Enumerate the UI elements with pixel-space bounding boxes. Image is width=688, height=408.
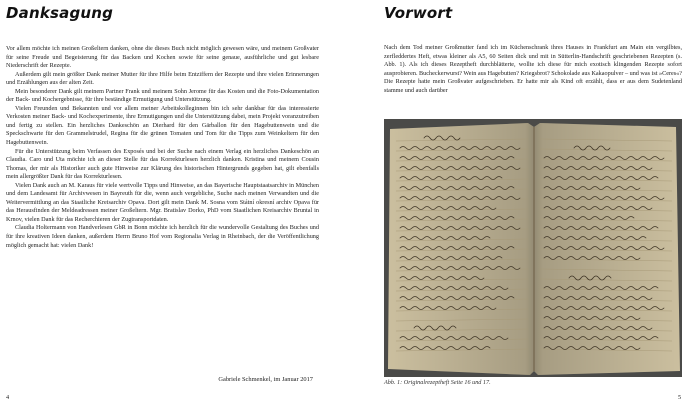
page-heading-vorwort: Vorwort <box>384 4 453 22</box>
paragraph: Nach dem Tod meiner Großmutter fand ich im Küchenschrank ihres Hauses in Frankfurt am Main ein vergilbtes, zerfleddertes Heft, etwas kleiner als A5, 60 Seiten dick und mit in Sütterlin-Handschrift geschriebenen Rezepten (s. Abb. 1). Als ich dieses Rezeptheft durchblätterte, wollte ich diese für mich exotisch klingenden Rezepte sofort ausprobieren. Bucheckerwurst? Wein aus Hagebutten? Kriegsbrot? Schokolade aus Kakaopulver – und was ist »Ceres«? Die Rezepte hatte mein Großvater aufgeschrieben. Er hatte mir als Kind oft erzählt, dass er aus dem Sudetenland stamme und auch darüber <box>384 44 683 94</box>
paragraph: Vor allem möchte ich meinen Großeltern danken, ohne die dieses Buch nicht möglich gewesen wäre, und meinem Großvater für seine Freude und Begeisterung für das Backen und Kochen sowie für seine genaue, ausführliche und gut lesbare Niederschrift der Rezepte. <box>6 45 319 70</box>
signature: Gabriele Schmenkel, im Januar 2017 <box>218 376 313 383</box>
paragraph: Claudia Holtermann von Handverlesen GbR in Bonn möchte ich herzlich für die wundervolle Gestaltung des Buches und für ihre kreativen Ideen danken, außerdem Herrn Bruno Hof vom Regionalia Verlag in Rheinbach, der die Veröffentlichung möglich gemacht hat: vielen Dank! <box>6 224 319 249</box>
paragraph: Vielen Freunden und Bekannten und vor allem meiner Arbeitskolleginnen bin ich sehr dankbar für das interessierte Verkosten meiner Back- und Kochexperimente, ihre Ermutigungen und die Unterstützung dabei, mein Projekt voranzutreiben und fertig zu stellen. Ein herzliches Dankeschön an Dierhard für den Gärballon für den Hagebuttenwein und die Speckschwarte für den Grammelstrudel, Regina für die grünen Tomaten und Tom für die Tipps zum Weinkeltern für den Hagebuttenwein. <box>6 104 319 147</box>
vorwort-text <box>384 44 682 95</box>
recipe-notebook-photo <box>384 119 682 377</box>
page-number-right: 5 <box>678 394 682 401</box>
paragraph: Für die Unterstützung beim Verfassen des Exposés und bei der Suche nach einem Verlag ein herzliches Dankeschön an Claudia. Caro und Uta möchte ich an dieser Stelle für das Korrekturlesen herzlich danken. Kristina und meinem Cousin Thomas, der mir als Historiker auch gute Hinweise zur Klärung des historischen Hintergrunds gegeben hat, gilt ebenfalls mein allergrößter Dank für das Korrekturlesen. <box>6 147 319 181</box>
photo-caption: Abb. 1: Originalrezeptheft Seite 16 und 17. <box>384 379 491 386</box>
paragraph: Außerdem gilt mein größter Dank meiner Mutter für ihre Hilfe beim Entziffern der Rezepte und ihre vielen Erinnerungen und Erzählungen aus der alten Zeit. <box>6 70 319 87</box>
page-heading-danksagung: Danksagung <box>6 4 114 22</box>
paragraph: Vielen Dank auch an M. Karaus für viele wertvolle Tipps und Hinweise, an das Bayerische Hauptstaatsarchiv in München und dem Landesamt für Archivwesen in Bayreuth für die, wenn auch vergebliche, Suche nach meinen Verwandten und die Weitervermittlung an das Staatliche Kreisarchiv Opava. Dort gilt mein Dank M. Sosna vom Státní okresní archiv Opava für das Herausfinden der Meldeadressen meiner Großeltern. Mgr. Bratislav Dorko, PhD vom Staatlichen Kreisarchiv Bruntal in Krnov, vielen Dank für das Recherchieren der Zugtransportdaten. <box>6 181 319 223</box>
danksagung-text <box>6 45 319 250</box>
paragraph: Mein besonderer Dank gilt meinem Partner Frank und meinem Sohn Jerome für das Kosten und die Foto-Dokumentation der Back- und Kochergebnisse, für ihre beständige Ermutigung und Unterstützung. <box>6 87 319 104</box>
page-number-left: 4 <box>6 394 10 401</box>
right-page <box>344 0 688 408</box>
